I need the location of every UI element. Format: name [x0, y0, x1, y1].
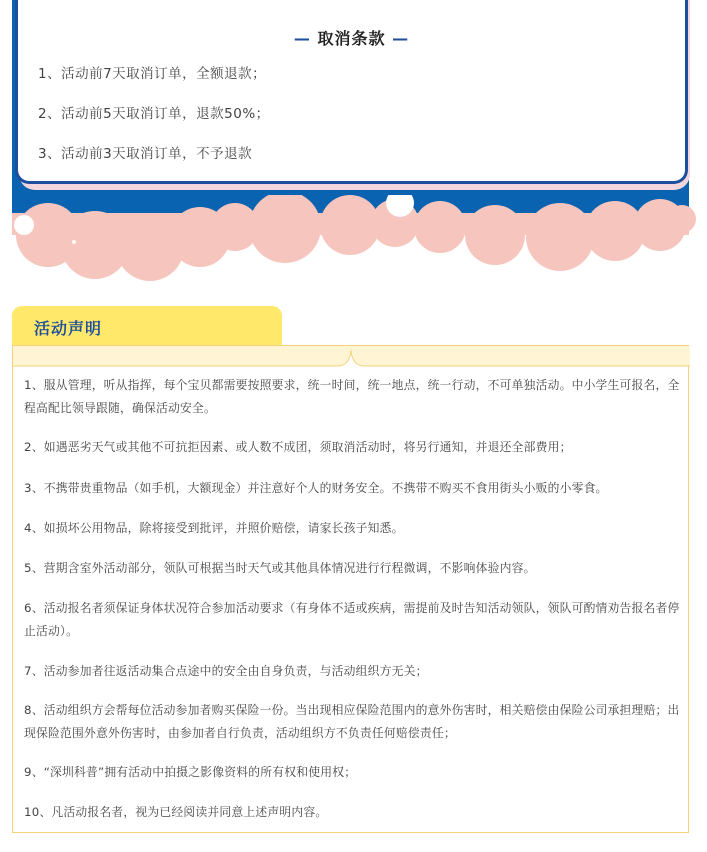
cancellation-card — [15, 0, 688, 184]
declaration-item-1: 1、服从管理，听从指挥，每个宝贝都需要按照要求，统一时间，统一地点，统一行动，不可单独活动。中小学生可报名，全程高配比领导跟随，确保活动安全。 — [24, 378, 680, 415]
declaration-item-2: 2、如遇恶劣天气或其他不可抗拒因素、或人数不成团，须取消活动时，将另行通知，并退还全部费用； — [24, 440, 572, 454]
declaration-item-10: 10、凡活动报名者，视为已经阅读并同意上述声明内容。 — [24, 805, 328, 819]
cancellation-title-text: 取消条款 — [317, 29, 386, 48]
declaration-box — [12, 345, 689, 833]
declaration-item-5: 5、营期含室外活动部分，领队可根据当时天气或其他具体情况进行行程微调，不影响体验内容。 — [24, 561, 536, 575]
declaration-title: 活动声明 — [34, 319, 103, 338]
declaration-tab — [12, 306, 282, 346]
declaration-item-8: 8、活动组织方会帮每位活动参加者购买保险一份。当出现相应保险范围内的意外伤害时，相关赔偿由保险公司承担理赔；出现保险范围外意外伤害时，由参加者自行负责，活动组织方不负责任何赔偿责任； — [24, 703, 680, 740]
declaration-item-3: 3、不携带贵重物品（如手机，大额现金）并注意好个人的财务安全。不携带不购买不食用街头小贩的小零食。 — [24, 481, 608, 495]
declaration-header-band — [13, 346, 690, 370]
cancellation-item-2: 2、活动前5天取消订单，退款50%； — [38, 106, 270, 122]
title-dash-left: — — [293, 29, 311, 48]
declaration-item-4: 4、如损坏公用物品，除将接受到批评，并照价赔偿，请家长孩子知悉。 — [24, 521, 404, 535]
declaration-item-6: 6、活动报名者须保证身体状况符合参加活动要求（有身体不适或疾病，需提前及时告知活动领队，领队可酌情劝告报名者停止活动）。 — [24, 601, 680, 638]
declaration-item-9: 9、“深圳科普”拥有活动中拍摄之影像资料的所有权和使用权； — [24, 765, 357, 779]
cancellation-item-1: 1、活动前7天取消订单，全额退款； — [38, 66, 267, 82]
title-dash-right: — — [392, 29, 410, 48]
cancellation-item-3: 3、活动前3天取消订单，不予退款 — [38, 146, 253, 162]
cloud-decoration — [0, 195, 707, 295]
cancellation-title — [18, 26, 685, 49]
declaration-item-7: 7、活动参加者往返活动集合点途中的安全由自身负责，与活动组织方无关； — [24, 664, 428, 678]
